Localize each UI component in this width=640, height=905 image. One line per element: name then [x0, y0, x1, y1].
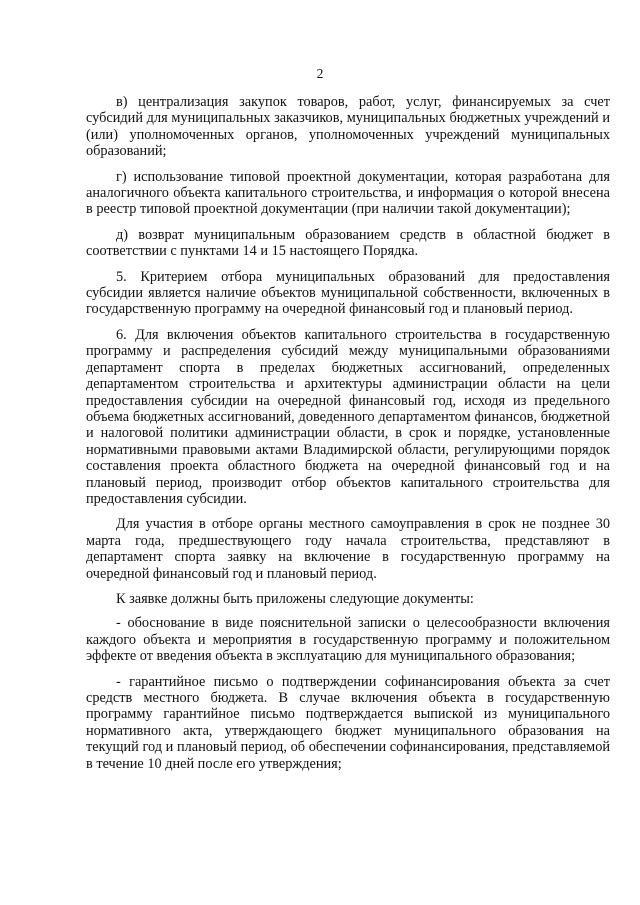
paragraph-centralization-procurement: в) централизация закупок товаров, работ, услуг, финансируемых за счет субсидий для муниципальных заказчиков, муниципальных бюджетных учреждений и (или) уполномоченных органов, уполномоченных учреждений муниципальных образований;	[86, 94, 610, 160]
paragraph-selection-criterion: 5. Критерием отбора муниципальных образований для предоставления субсидии является наличие объектов муниципальной собственности, включенных в государственную программу на очередной финансовый год и плановый период.	[86, 268, 610, 318]
list-item-explanatory-note: - обоснование в виде пояснительной записки о целесообразности включения каждого объекта и мероприятия в государственную программу и положительном эффекте от введения объекта в эксплуатацию для муниципального образования;	[86, 615, 610, 665]
document-body	[86, 94, 610, 781]
list-item-guarantee-letter: - гарантийное письмо о подтверждении софинансирования объекта за счет средств местного бюджета. В случае включения объекта в государственную программу гарантийное письмо подтверждается выпиской из муниципального нормативного акта, утверждающего бюджет муниципального образования на текущий год и плановый период, об обеспечении софинансирования, представляемой в течение 10 дней после его утверждения;	[86, 673, 610, 772]
paragraph-required-documents-intro: К заявке должны быть приложены следующие документы:	[116, 590, 474, 607]
paragraph-typical-design-documentation: г) использование типовой проектной документации, которая разработана для аналогичного объекта капитального строительства, и информация о которой внесена в реестр типовой проектной документации (при наличии такой документации);	[86, 168, 610, 218]
paragraph-application-deadline: Для участия в отборе органы местного самоуправления в срок не позднее 30 марта года, предшествующего году начала строительства, представляют в департамент спорта заявку на включение в государственную программу на очередной финансовый год и плановый период.	[86, 516, 610, 582]
page-number: 2	[316, 66, 324, 81]
paragraph-funds-return: д) возврат муниципальным образованием средств в областной бюджет в соответствии с пунктами 14 и 15 настоящего Порядка.	[86, 226, 610, 260]
paragraph-object-selection-procedure: 6. Для включения объектов капитального строительства в государственную программу и распределения субсидий между муниципальными образованиями департамент спорта в пределах бюджетных ассигнований, определенных департаментом строительства и архитектуры администрации области на цели предоставления субсидии на очередной финансовый год, исходя из предельного объема бюджетных ассигнований, доведенного департаментом финансов, бюджетной и налоговой политики администрации области, в срок и порядке, установленные нормативными правовыми актами Владимирской области, регулирующими порядок составления проекта областного бюджета на очередной финансовый год и на плановый период, производит отбор объектов капитального строительства для предоставления субсидии.	[86, 326, 610, 507]
